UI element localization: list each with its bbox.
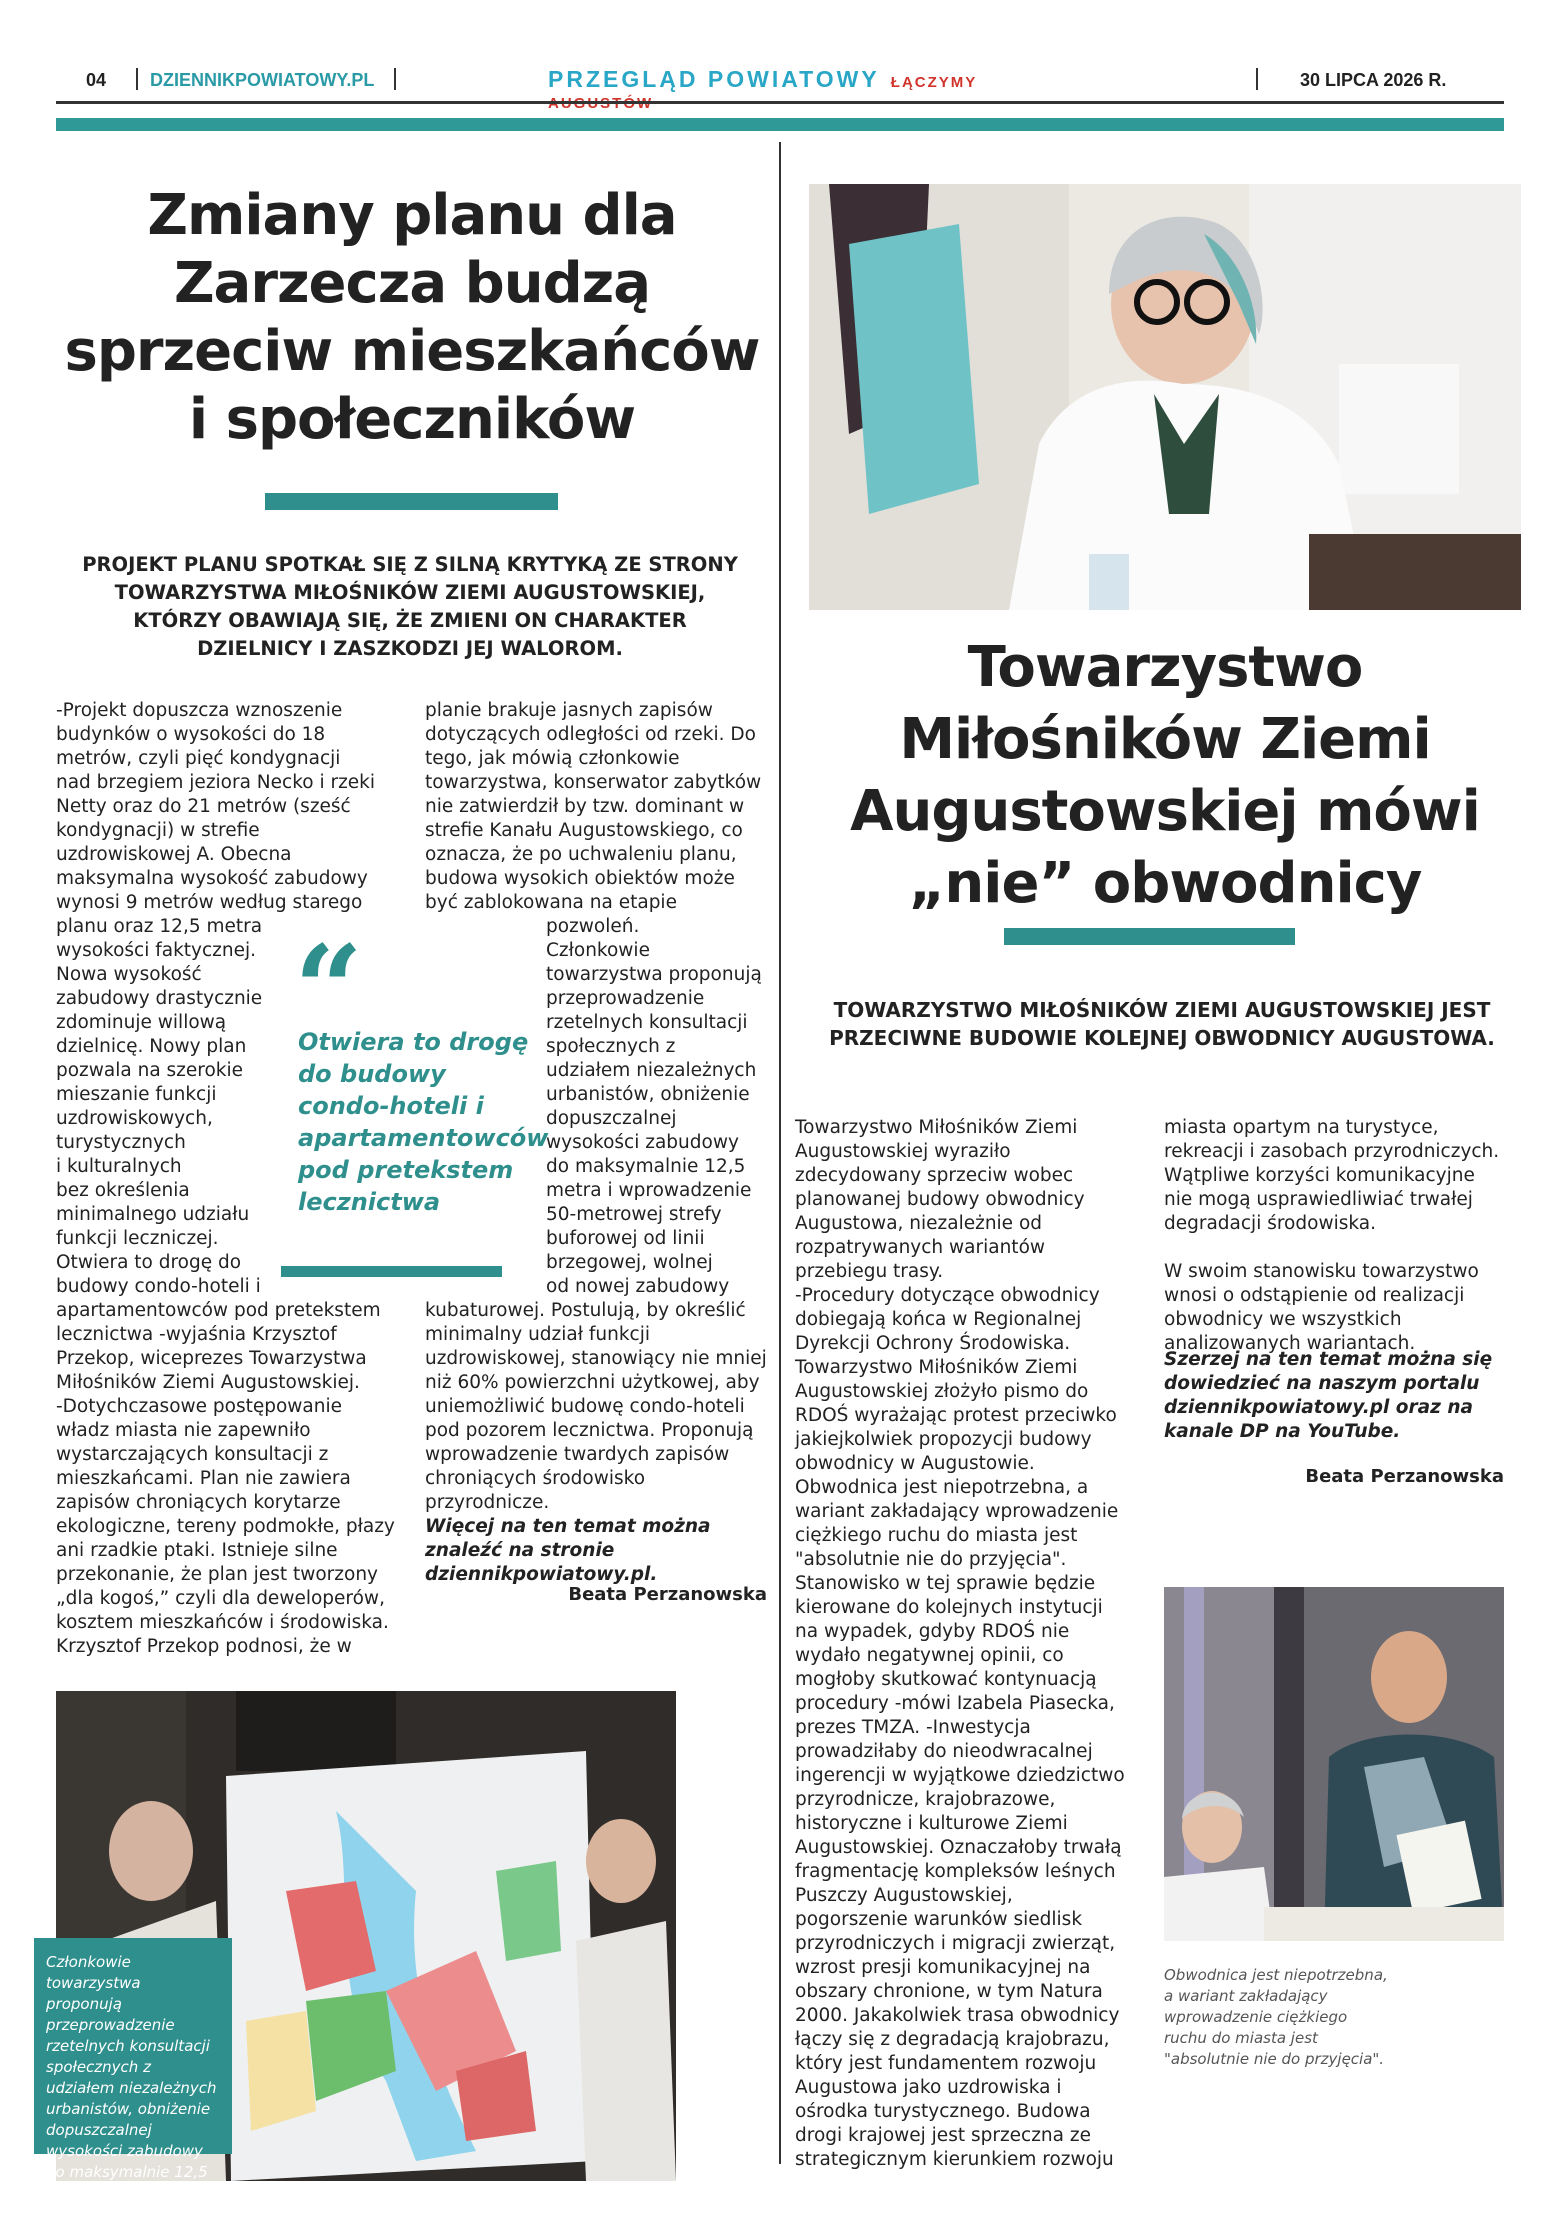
article1-col1-top: -Projekt dopuszcza wznoszenie budynków o wysokości do 18 metrów, czyli pięć kondygnacji nad brzegiem jeziora Necko i rzeki Netty oraz do 21 metrów (sześć kondygnacji) w strefie uzdrowiskowej A. Obecna maksymalna wysokość zabudowy wynosi 9 metrów według starego planu oraz 12,5 metra: [56, 700, 376, 937]
masthead: [548, 66, 1018, 96]
header-rule: [56, 101, 1504, 104]
article1-title: Zmiany planu dla Zarzecza budzą sprzeciw mieszkańców i społeczników: [64, 183, 760, 452]
speakers-photo-caption: Obwodnica jest niepotrzebna, a wariant zakładający wprowadzenie ciężkiego ruchu do miasta jest "absolutnie nie do przyjęcia".: [1164, 1966, 1388, 2068]
article2-col1: Towarzystwo Miłośników Ziemi Augustowskiej wyraziło zdecydowany sprzeciw wobec planowanej budowy obwodnicy Augustowa, niezależnie od rozpatrywanych wariantów przebiegu trasy. -Procedury dotyczące obwodnicy dobiegają końca w Regionalnej Dyrekcji Ochrony Środowiska. Towarzystwo Miłośników Ziemi Augustowskiej złożyło pismo do RDOŚ wyrażając protest przeciwko jakiejkolwiek propozycji budowy obwodnicy w Augustowie. Obwodnica jest niepotrzebna, a wariant zakładający wprowadzenie ciężkiego ruchu do miasta jest "absolutnie nie do przyjęcia". Stanowisko w tej sprawie będzie kierowane do kolejnych instytucji na wypadek, gdyby RDOŚ nie wydało negatywnej opinii, co mogłoby skutkować kontynuacją procedury -mówi Izabela Piasecka, prezes TMZA. -Inwestycja prowadziłaby do nieodwracalnej ingerencji w wyjątkowe dziedzictwo przyrodnicze, krajobrazowe, historyczne i kulturowe Ziemi Augustowskiej. Oznaczałoby trwałą fragmentację kompleksów leśnych Puszczy Augustowskiej, pogorszenie warunków siedlisk przyrodniczych i migracji zwierząt, wzrost presji komunikacyjnej na obszary chronione, w tym Natura 2000. Jakakolwiek trasa obwodnicy łączy się z degradacją krajobrazu, który jest fundamentem rozwoju Augustowa jako uzdrowiska i ośrodka turystycznego. Budowa drogi krajowej jest sprzeczna ze strategicznym kierunkiem rozwoju: [795, 1117, 1125, 2170]
speakers-photo-illustration: [1164, 1587, 1504, 1941]
article1-col1-narrow: wysokości faktycznej. Nowa wysokość zabudowy drastycznie zdominuje willową dzielnicę. Nowy plan pozwala na szerokie mieszanie funkcji uzdrowiskowych, turystycznych i kulturalnych bez określenia minimalnego udziału funkcji leczniczej. Otwiera to drogę do budowy condo-hoteli i: [56, 940, 263, 1297]
article2-title: Towarzystwo Miłośników Ziemi Augustowskiej mówi „nie” obwodnicy: [850, 635, 1480, 916]
speakers-photo: [1164, 1587, 1504, 1941]
article2-author: Beata Perzanowska: [1305, 1466, 1504, 1487]
quote-icon: “: [294, 919, 364, 1060]
article1-lead: PROJEKT PLANU SPOTKAŁ SIĘ Z SILNĄ KRYTYKĄ ZE STRONY TOWARZYSTWA MIŁOŚNIKÓW ZIEMI AUGUSTOWSKIEJ, KTÓRZY OBAWIAJĄ SIĘ, ŻE ZMIENI ON CHARAKTER DZIELNICY I ZASZKODZI JEJ WALOROM.: [82, 553, 738, 660]
article1-author: Beata Perzanowska: [568, 1584, 767, 1605]
article1-more-link[interactable]: Więcej na ten temat można znaleźć na stronie dziennikpowiatowy.pl.: [425, 1516, 711, 1585]
woman-photo: [809, 184, 1521, 610]
quote-bar: [281, 1266, 502, 1277]
article1-col2-narrow: pozwoleń. Członkowie towarzystwa proponują przeprowadzenie rzetelnych konsultacji społecznych z udziałem niezależnych urbanistów, obniżenie dopuszczalnej wysokości zabudowy do maksymalnie 12,5 metra i wprowadzenie 50-metrowej strefy buforowej od linii brzegowej, wolnej od nowej zabudowy: [546, 916, 762, 1297]
site-link[interactable]: DZIENNIKPOWIATOWY.PL: [150, 70, 375, 90]
article2-more-link[interactable]: Szerzej na ten temat można się dowiedzieć na naszym portalu dziennikpowiatowy.pl oraz na kanale DP na YouTube.: [1164, 1349, 1493, 1442]
article1-col1-bottom: apartamentowców pod pretekstem lecznictwa -wyjaśnia Krzysztof Przekop, wiceprezes Towarzystwa Miłośników Ziemi Augustowskiej. -Dotychczasowe postępowanie władz miasta nie zapewniło wystarczających konsultacji z mieszkańcami. Plan nie zawiera zapisów chroniących korytarze ekologiczne, tereny podmokłe, płazy ani rzadkie ptaki. Istnieje silne przekonanie, że plan jest tworzony „dla kogoś,” czyli dla deweloperów, kosztem mieszkańców i środowiska. Krzysztof Przekop podnosi, że w: [56, 1300, 395, 1657]
header-divider: [394, 68, 396, 90]
article1-col2-top: planie brakuje jasnych zapisów dotyczących odległości od rzeki. Do tego, jak mówią członkowie towarzystwa, konserwator zabytków nie zatwierdził by tzw. dominant w strefie Kanału Augustowskiego, co oznacza, że po uchwaleniu planu, budowa wysokich obiektów może być zablokowana na etapie: [425, 700, 762, 913]
article1-col2-bottom: kubaturowej. Postulują, by określić minimalny udział funkcji uzdrowiskowej, stanowiący nie mniej niż 60% powierzchni użytkowej, aby uniemożliwić budowę condo-hoteli pod pozorem lecznictwa. Proponują wprowadzenie twardych zapisów chroniących środowisko przyrodnicze.: [425, 1300, 767, 1513]
article1-pull-quote: Otwiera to drogę do budowy condo-hoteli i apartamentowców pod pretekstem lecznictwa: [298, 1028, 549, 1216]
woman-photo-illustration: [809, 184, 1521, 610]
masthead-subtitle: ŁĄCZYMY: [890, 74, 978, 91]
page-number: 04: [86, 70, 107, 90]
masthead-title: PRZEGLĄD POWIATOWY: [548, 66, 880, 92]
article2-col2: miasta opartym na turystyce, rekreacji i zasobach przyrodniczych. Wątpliwe korzyści komunikacyjne nie mogą usprawiedliwiać trwałej degradacji środowiska. W swoim stanowisku towarzystwo wnosi o odstąpienie od realizacji obwodnicy we wszystkich analizowanych wariantach.: [1164, 1117, 1500, 1354]
article2-lead: TOWARZYSTWO MIŁOŚNIKÓW ZIEMI AUGUSTOWSKIEJ JEST PRZECIWNE BUDOWIE KOLEJNEJ OBWODNICY AUGUSTOWA.: [829, 998, 1495, 1050]
article2-title-bar: [1004, 928, 1295, 945]
article1-title-bar: [265, 493, 558, 510]
map-photo-caption: Członkowie towarzystwa proponują przeprowadzenie rzetelnych konsultacji społecznych z udziałem niezależnych urbanistów, obniżenie dopuszczalnej wysokości zabudowy do maksymalnie 12,5 metra.: [34, 1938, 232, 2154]
header-divider: [136, 68, 138, 90]
column-divider: [779, 142, 781, 2164]
issue-date: 30 LIPCA 2026 R.: [1300, 70, 1447, 90]
header-divider: [1256, 68, 1258, 90]
header-teal-band: [56, 118, 1504, 131]
